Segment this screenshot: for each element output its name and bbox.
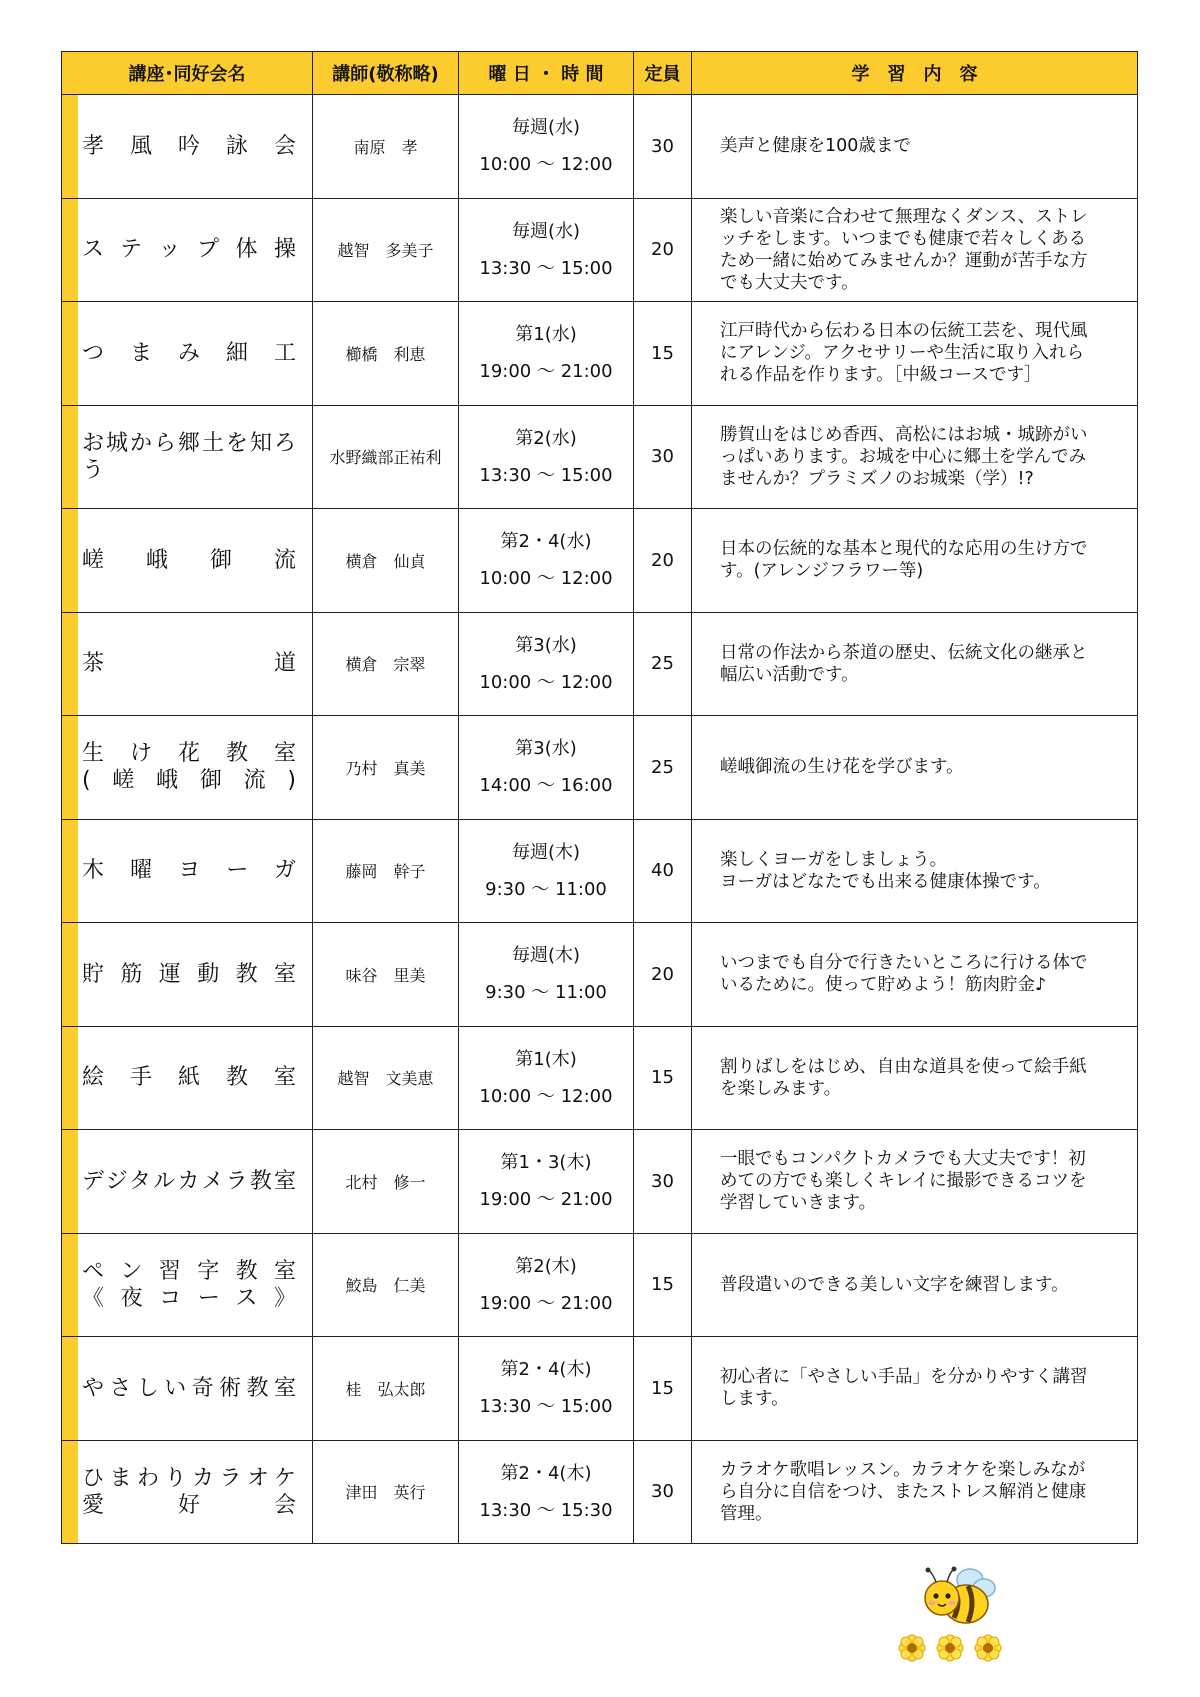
schedule-time: 13:30 ～ 15:30	[479, 1499, 613, 1521]
schedule-day: 毎週(木)	[511, 945, 581, 967]
schedule-day: 毎週(水)	[511, 117, 581, 139]
course-name	[62, 819, 313, 923]
schedule-time: 10:00 ～ 12:00	[479, 154, 613, 176]
course-name-line: (嵯峨御流)	[82, 768, 296, 794]
header-name: 講座･同好会名	[62, 52, 313, 95]
course-name-line: ペン習字教室	[82, 1258, 296, 1284]
schedule-day: 毎週(水)	[511, 220, 581, 242]
header-content: 学 習 内 容	[692, 52, 1138, 95]
course-name-line: 愛好会	[82, 1492, 296, 1518]
teacher-name: 水野織部正祐利	[313, 405, 459, 509]
course-name	[62, 1440, 313, 1544]
course-name	[62, 1026, 313, 1130]
schedule-day: 毎週(木)	[511, 841, 581, 863]
course-name	[62, 1233, 313, 1337]
course-description: カラオケ歌唱レッスン。カラオケを楽しみながら自分に自信をつけ、またストレス解消と健康管理。	[692, 1440, 1138, 1544]
course-name-line: 孝風吟詠会	[82, 133, 296, 159]
schedule-time: 19:00 ～ 21:00	[479, 361, 613, 383]
schedule	[459, 819, 634, 923]
schedule-day: 第2・4(水)	[500, 531, 592, 553]
header-time: 曜 日 ・ 時 間	[459, 52, 634, 95]
schedule-time: 13:30 ～ 15:00	[479, 464, 613, 486]
teacher-name: 味谷 里美	[313, 923, 459, 1027]
course-description: 楽しい音楽に合わせて無理なくダンス、ストレッチをします。いつまでも健康で若々しくあるため一緒に始めてみませんか？運動が苦手な方でも大丈夫です。	[692, 198, 1138, 302]
header-teacher: 講師(敬称略)	[313, 52, 459, 95]
schedule-time: 13:30 ～ 15:00	[479, 257, 613, 279]
schedule	[459, 1337, 634, 1441]
schedule	[459, 1440, 634, 1544]
course-description: 割りばしをはじめ、自由な道具を使って絵手紙を楽しみます。	[692, 1026, 1138, 1130]
course-description: 初心者に「やさしい手品」を分かりやすく講習します。	[692, 1337, 1138, 1441]
course-description: 日本の伝統的な基本と現代的な応用の生け方です。(アレンジフラワー等)	[692, 509, 1138, 613]
teacher-name: 鮫島 仁美	[313, 1233, 459, 1337]
table-row	[62, 923, 1138, 1027]
course-description: 江戸時代から伝わる日本の伝統工芸を、現代風にアレンジ。アクセサリーや生活に取り入れられる作品を作ります。［中級コースです］	[692, 302, 1138, 406]
course-name-line: 嵯峨御流	[82, 547, 296, 573]
bee-with-flowers-icon	[892, 1560, 1012, 1670]
course-name	[62, 302, 313, 406]
capacity: 20	[634, 923, 692, 1027]
course-description: 勝賀山をはじめ香西、高松にはお城・城跡がいっぱいあります。お城を中心に郷土を学んでみませんか？プラミズノのお城楽（学）!?	[692, 405, 1138, 509]
course-name	[62, 405, 313, 509]
course-name	[62, 95, 313, 199]
table-row	[62, 1440, 1138, 1544]
table-body	[62, 95, 1138, 1544]
teacher-name: 桂 弘太郎	[313, 1337, 459, 1441]
course-name	[62, 1337, 313, 1441]
course-description: いつまでも自分で行きたいところに行ける体でいるために。使って貯めよう！筋肉貯金♪	[692, 923, 1138, 1027]
schedule	[459, 302, 634, 406]
course-name	[62, 509, 313, 613]
table-header-row	[62, 52, 1138, 95]
course-name-line: お城から郷土を知ろう	[82, 430, 296, 483]
capacity: 20	[634, 198, 692, 302]
table-row	[62, 95, 1138, 199]
course-name	[62, 1130, 313, 1234]
course-name-line: つまみ細工	[82, 340, 296, 366]
table-row	[62, 1233, 1138, 1337]
course-name-line: 貯筋運動教室	[82, 961, 296, 987]
schedule-day: 第2(水)	[515, 427, 577, 449]
teacher-name: 津田 英行	[313, 1440, 459, 1544]
schedule	[459, 612, 634, 716]
capacity: 30	[634, 405, 692, 509]
schedule	[459, 1233, 634, 1337]
teacher-name: 横倉 仙貞	[313, 509, 459, 613]
capacity: 15	[634, 1026, 692, 1130]
schedule-day: 第2・4(木)	[500, 1359, 592, 1381]
course-name	[62, 923, 313, 1027]
capacity: 15	[634, 302, 692, 406]
course-name-line: ひまわりカラオケ	[82, 1465, 296, 1491]
course-table	[61, 51, 1138, 1544]
course-name	[62, 612, 313, 716]
course-name	[62, 716, 313, 820]
teacher-name: 越智 多美子	[313, 198, 459, 302]
course-name-line: ステップ体操	[82, 237, 296, 263]
table-row	[62, 1337, 1138, 1441]
table-row	[62, 612, 1138, 716]
schedule-time: 19:00 ～ 21:00	[479, 1189, 613, 1211]
teacher-name: 櫛橋 利恵	[313, 302, 459, 406]
course-name-line: 茶道	[82, 651, 296, 677]
schedule	[459, 509, 634, 613]
capacity: 30	[634, 1440, 692, 1544]
schedule	[459, 405, 634, 509]
schedule-time: 9:30 ～ 11:00	[485, 982, 607, 1004]
capacity: 25	[634, 612, 692, 716]
schedule-day: 第1・3(木)	[500, 1152, 592, 1174]
teacher-name: 乃村 真美	[313, 716, 459, 820]
schedule-time: 9:30 ～ 11:00	[485, 878, 607, 900]
table-row	[62, 1130, 1138, 1234]
header-capacity: 定員	[634, 52, 692, 95]
schedule-time: 13:30 ～ 15:00	[479, 1396, 613, 1418]
schedule-day: 第1(水)	[515, 324, 577, 346]
capacity: 15	[634, 1233, 692, 1337]
schedule-time: 10:00 ～ 12:00	[479, 568, 613, 590]
table-row	[62, 509, 1138, 613]
course-name-line: 《夜コース》	[82, 1285, 296, 1311]
schedule-time: 10:00 ～ 12:00	[479, 671, 613, 693]
table-row	[62, 198, 1138, 302]
schedule	[459, 1026, 634, 1130]
table-row	[62, 302, 1138, 406]
capacity: 40	[634, 819, 692, 923]
table-row	[62, 716, 1138, 820]
course-name-line: やさしい奇術教室	[82, 1375, 296, 1401]
capacity: 20	[634, 509, 692, 613]
course-description: 美声と健康を100歳まで	[692, 95, 1138, 199]
course-name-line: デジタルカメラ教室	[82, 1168, 296, 1194]
table-row	[62, 405, 1138, 509]
schedule-day: 第3(水)	[515, 634, 577, 656]
teacher-name: 横倉 宗翠	[313, 612, 459, 716]
teacher-name: 藤岡 幹子	[313, 819, 459, 923]
schedule	[459, 923, 634, 1027]
schedule-day: 第1(木)	[515, 1048, 577, 1070]
table-row	[62, 1026, 1138, 1130]
course-description: 普段遣いのできる美しい文字を練習します。	[692, 1233, 1138, 1337]
teacher-name: 北村 修一	[313, 1130, 459, 1234]
schedule	[459, 198, 634, 302]
schedule	[459, 1130, 634, 1234]
schedule	[459, 716, 634, 820]
teacher-name: 越智 文美恵	[313, 1026, 459, 1130]
capacity: 30	[634, 1130, 692, 1234]
course-description: 一眼でもコンパクトカメラでも大丈夫です！初めての方でも楽しくキレイに撮影できるコツを学習していきます。	[692, 1130, 1138, 1234]
schedule-day: 第2(木)	[515, 1255, 577, 1277]
capacity: 25	[634, 716, 692, 820]
course-name	[62, 198, 313, 302]
course-description: 嵯峨御流の生け花を学びます。	[692, 716, 1138, 820]
capacity: 30	[634, 95, 692, 199]
table-row	[62, 819, 1138, 923]
schedule	[459, 95, 634, 199]
schedule-time: 19:00 ～ 21:00	[479, 1292, 613, 1314]
schedule-day: 第3(水)	[515, 738, 577, 760]
teacher-name: 南原 孝	[313, 95, 459, 199]
course-name-line: 絵手紙教室	[82, 1065, 296, 1091]
schedule-time: 14:00 ～ 16:00	[479, 775, 613, 797]
course-table-sheet	[61, 51, 1137, 1544]
course-description: 楽しくヨーガをしましょう。 ヨーガはどなたでも出来る健康体操です。	[692, 819, 1138, 923]
course-name-line: 生け花教室	[82, 741, 296, 767]
schedule-time: 10:00 ～ 12:00	[479, 1085, 613, 1107]
schedule-day: 第2・4(木)	[500, 1462, 592, 1484]
course-description: 日常の作法から茶道の歴史、伝統文化の継承と幅広い活動です。	[692, 612, 1138, 716]
course-name-line: 木曜ヨーガ	[82, 858, 296, 884]
capacity: 15	[634, 1337, 692, 1441]
